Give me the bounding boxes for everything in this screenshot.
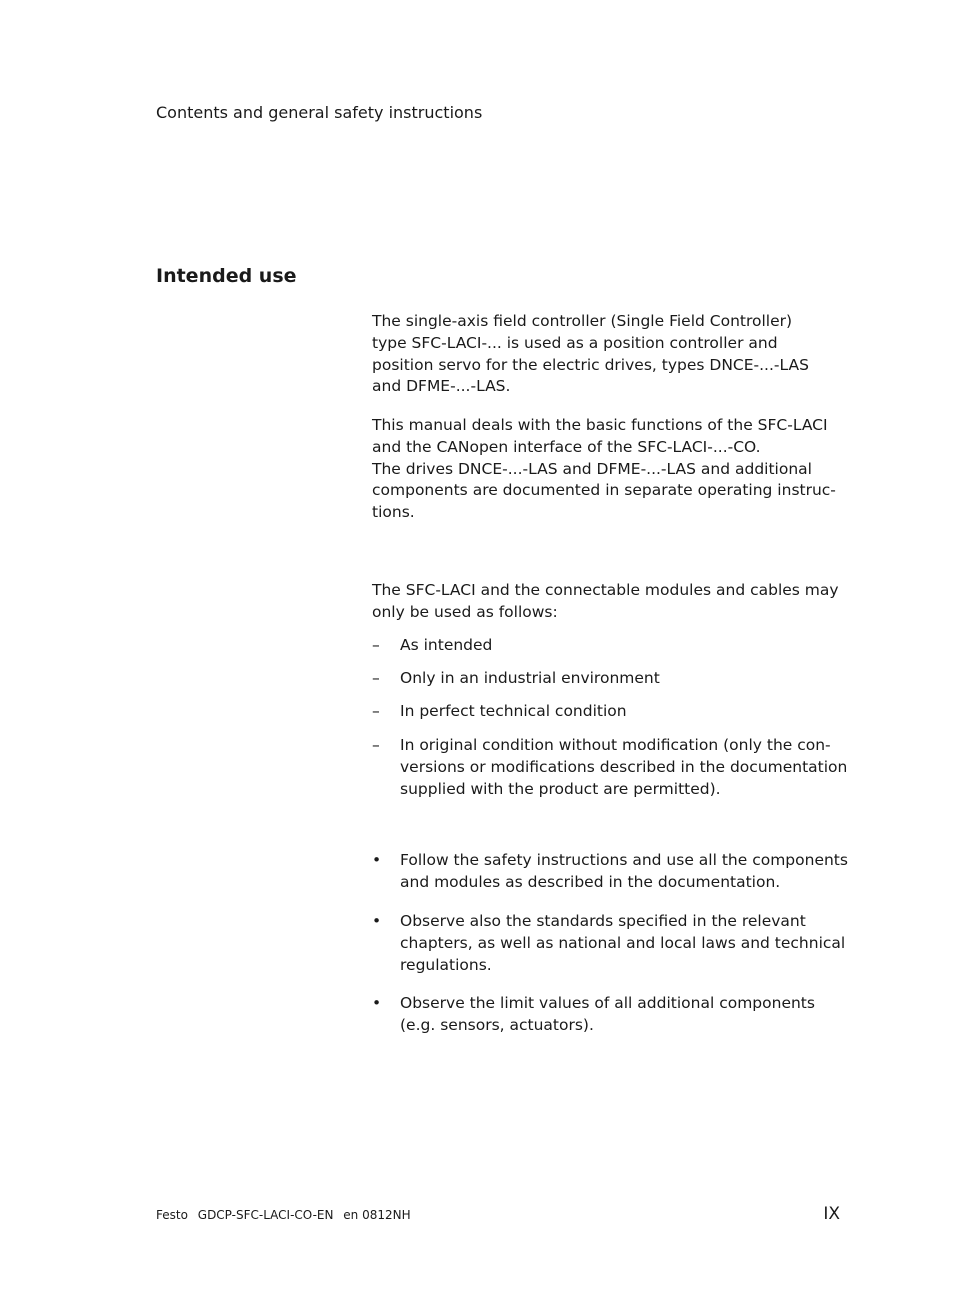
paragraph-usage-conditions [372, 580, 842, 624]
paragraph-line: only be used as follows: [372, 602, 558, 621]
dash-marker: – [372, 669, 380, 687]
list-item-line: and modules as described in the documentation. [400, 872, 781, 891]
list-item-line: Only in an industrial environment [400, 669, 660, 687]
paragraph-line: tions. [372, 503, 415, 522]
list-item-line: As intended [400, 636, 493, 654]
paragraph-line: components are documented in separate operating instruc- [372, 481, 836, 500]
list-item-line: (e.g. sensors, actuators). [400, 1015, 594, 1034]
paragraph-line: This manual deals with the basic functions of the SFC-LACI [372, 416, 828, 434]
footer-info [156, 1207, 417, 1223]
section-title: Intended use [156, 265, 297, 287]
bullet-marker: • [372, 912, 382, 930]
list-item-line: chapters, as well as national and local laws and technical [400, 933, 846, 952]
paragraph-description [372, 311, 842, 398]
bullet-marker: • [372, 994, 382, 1012]
paragraph-line: The SFC-LACI and the connectable modules and cables may [372, 581, 839, 599]
dash-marker: – [372, 636, 380, 654]
list-item-text [400, 735, 847, 800]
list-item-text [400, 850, 848, 894]
dash-marker: – [372, 702, 380, 720]
footer-document-code: GDCP-SFC-LACI-CO-EN [197, 1208, 334, 1222]
list-item-text [400, 635, 492, 657]
bullet-marker: • [372, 851, 382, 869]
list-item-line: supplied with the product are permitted). [400, 779, 721, 798]
list-item-line: regulations. [400, 955, 492, 974]
footer-edition: en 0812NH [343, 1208, 411, 1222]
list-item-line: In original condition without modification (only the con- [400, 736, 831, 754]
paragraph-line: The single-axis field controller (Single Field Controller) [372, 312, 793, 330]
list-item-text [400, 668, 660, 690]
paragraph-line: and the CANopen interface of the SFC-LACI-...-CO. [372, 437, 761, 456]
paragraph-line: and DFME-...-LAS. [372, 377, 511, 396]
list-item-line: versions or modifications described in the documentation [400, 757, 848, 776]
list-item-text [400, 911, 845, 976]
footer-brand: Festo [156, 1208, 188, 1222]
list-item-line: Observe the limit values of all additional components [400, 994, 815, 1012]
paragraph-line: The drives DNCE-...-LAS and DFME-...-LAS and additional [372, 459, 812, 478]
list-item-line: Observe also the standards specified in the relevant [400, 912, 806, 930]
page-number: IX [823, 1204, 840, 1224]
list-item-line: Follow the safety instructions and use all the components [400, 851, 848, 869]
paragraph-manual-scope [372, 415, 842, 524]
list-item-text [400, 993, 815, 1037]
dash-marker: – [372, 736, 380, 754]
paragraph-line: position servo for the electric drives, types DNCE-...-LAS [372, 355, 809, 374]
running-header: Contents and general safety instructions [156, 103, 483, 122]
list-item-text [400, 701, 627, 723]
paragraph-line: type SFC-LACI-... is used as a position controller and [372, 333, 778, 352]
list-item-line: In perfect technical condition [400, 702, 627, 720]
